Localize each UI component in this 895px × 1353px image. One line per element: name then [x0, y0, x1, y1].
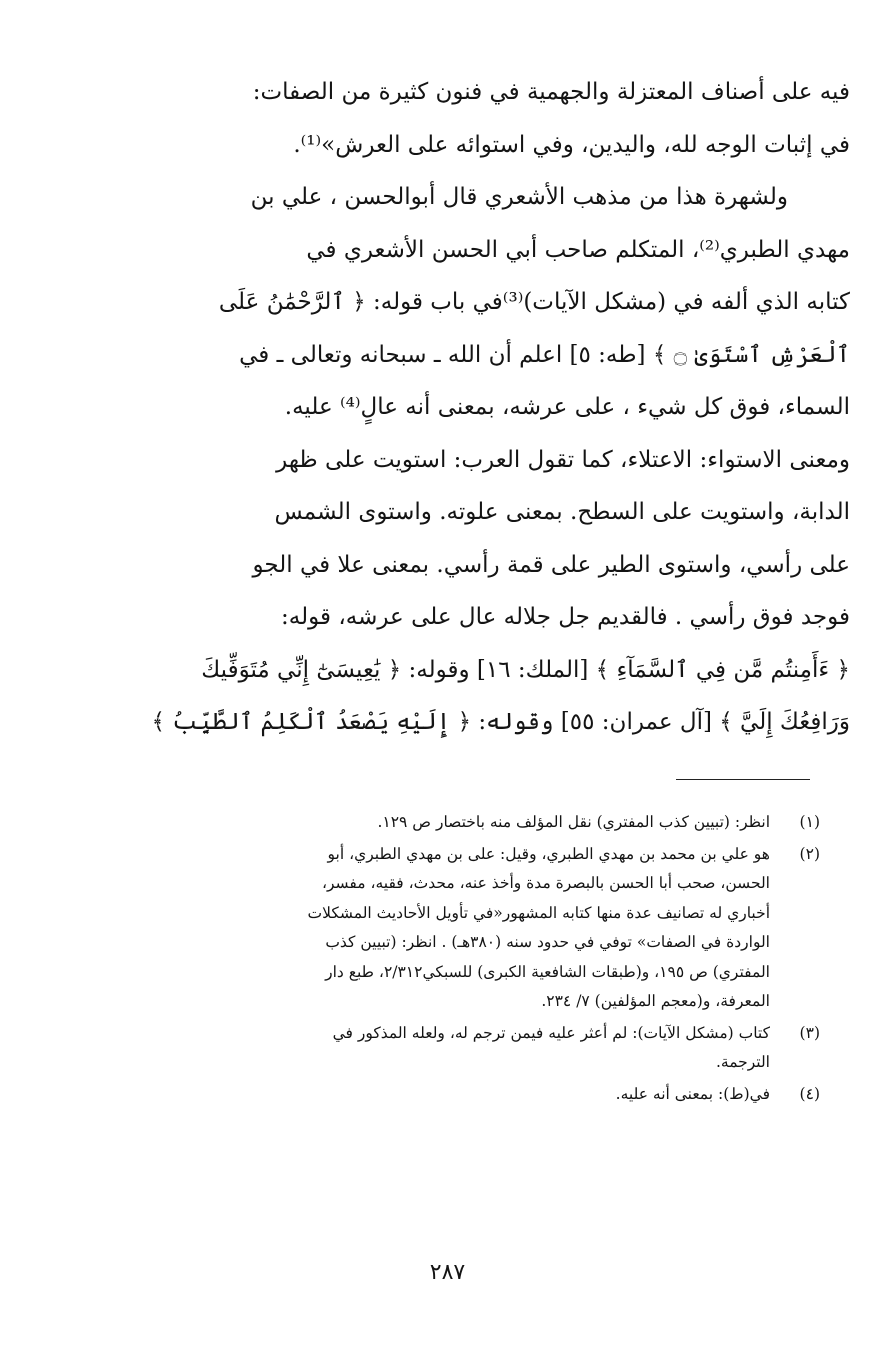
footnote-3: [140, 1019, 820, 1078]
footnote-line: في(ط): بمعنى أنه عليه.: [615, 1084, 770, 1103]
main-text-block: [140, 66, 850, 749]
footnote-line: الحسن، صحب أبا الحسن بالبصرة مدة وأخذ عنه، محدث، فقيه، مفسر،: [322, 874, 770, 892]
main-text-line: ﴿ ءَأَمِنتُم مَّن فِي ٱلسَّمَآءِ ﴾ [الملك: ١٦] وقوله: ﴿ يَٰعِيسَىٰٓ إِنِّي مُتَوَفِّيكَ: [201, 656, 850, 683]
main-text-line: السماء، فوق كل شيء ، على عرشه، بمعنى أنه عالٍ⁽⁴⁾ عليه.: [284, 394, 850, 420]
main-text-line: في إثبات الوجه لله، واليدين، وفي استوائه على العرش»⁽¹⁾.: [293, 131, 850, 158]
footnote-line: هو علي بن محمد بن مهدي الطبري، وقيل: على بن مهدي الطبري، أبو: [327, 844, 770, 863]
footnote-line: الواردة في الصفات» توفي في حدود سنه (٣٨٠هـ) . انظر: (تبيين كذب: [325, 933, 770, 951]
main-text-line: ومعنى الاستواء: الاعتلاء، كما تقول العرب: استويت على ظهر: [276, 446, 850, 473]
footnote-number: (١): [799, 813, 820, 831]
main-text-line: مهدي الطبري⁽²⁾، المتكلم صاحب أبي الحسن الأشعري في: [306, 236, 850, 263]
footnote-line: انظر: (تبيين كذب المفتري) نقل المؤلف منه باختصار ص ١٢٩.: [377, 813, 770, 831]
main-text-line: كتابه الذي ألفه في (مشكل الآيات)⁽³⁾في باب قوله: ﴿ ٱلرَّحْمَٰنُ عَلَى: [218, 289, 850, 315]
main-text-line: ولشهرة هذا من مذهب الأشعري قال أبوالحسن ، علي بن: [250, 184, 788, 210]
footnote-number: (٢): [799, 844, 820, 863]
main-text-line: فيه على أصناف المعتزلة والجهمية في فنون كثيرة من الصفات:: [252, 79, 850, 105]
footnote-number: (٣): [799, 1023, 820, 1042]
main-text-line: على رأسي، واستوى الطير على قمة رأسي. بمعنى علا في الجو: [252, 551, 850, 578]
page-number: ٢٨٧: [429, 1260, 466, 1285]
footnote-2: [140, 840, 820, 1017]
footnote-line: أخباري له تصانيف عدة منها كتابه المشهور«في تأويل الأحاديث المشكلات: [307, 903, 770, 922]
footnote-line: المفتري) ص ١٩٥، و(طبقات الشافعية الكبرى) للسبكي٢/٣١٢، طبع دار: [325, 962, 770, 981]
main-text-line: وَرَافِعُكَ إِلَيَّ ﴾ [آل عمران: ٥٥] وقوله: ﴿ إِلَيْهِ يَصْعَدُ ٱلْكَلِمُ ٱلطَّيِّبُ ﴾: [151, 709, 850, 735]
footnote-separator: [676, 779, 810, 780]
main-text-line: الدابة، واستويت على السطح. بمعنى علوته. واستوى الشمس: [274, 499, 850, 525]
footnote-line: الترجمة.: [715, 1053, 770, 1071]
footnote-line: كتاب (مشكل الآيات): لم أعثر عليه فيمن ترجم له، ولعله المذكور في: [332, 1023, 770, 1042]
footnote-line: المعرفة، و(معجم المؤلفين) ٧/ ٢٣٤.: [541, 992, 770, 1010]
footnote-number: (٤): [799, 1084, 820, 1103]
footnote-4: [140, 1080, 820, 1110]
footnote-1: [140, 808, 820, 838]
main-text-line: ٱلْعَرْشِ ٱسْتَوَىٰ ۝ ﴾ [طه: ٥] اعلم أن الله ـ سبحانه وتعالى ـ في: [239, 341, 850, 368]
main-text-line: فوجد فوق رأسي . فالقديم جل جلاله عال على عرشه، قوله:: [281, 604, 850, 630]
footnotes-block: [140, 808, 820, 1111]
